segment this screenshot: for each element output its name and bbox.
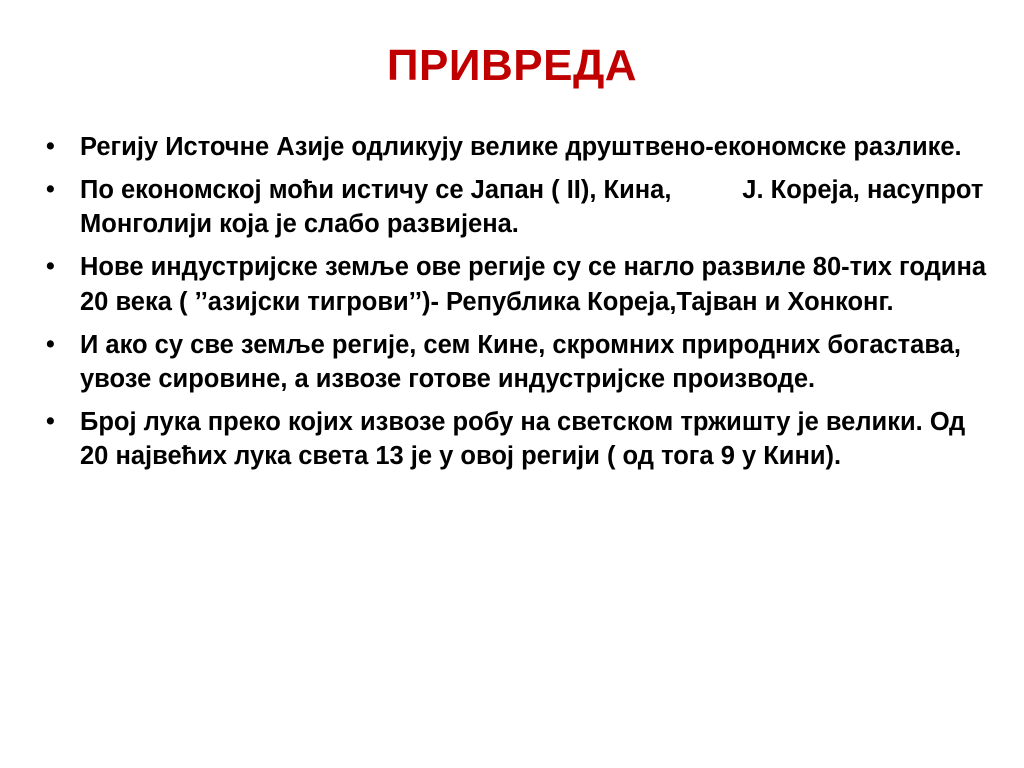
list-item: [32, 130, 992, 164]
bullet-point-icon: •: [46, 132, 55, 160]
list-item: [32, 173, 992, 241]
bullet-list: [32, 130, 992, 482]
list-item-text: По економској моћи истичу се Јапан ( II), Кина, Ј. Кореја, насупрот Монголији која је слабо развијена.: [80, 176, 991, 239]
list-item-text: Нове индустријске земље ове регије су се нагло развиле 80-тих година 20 века ( ’’азијски тигрови’’)- Република Кореја,Тајван и Хонконг.: [80, 253, 994, 316]
bullet-point-icon: •: [46, 175, 55, 204]
bullet-point-icon: •: [46, 329, 55, 358]
list-item-text: Регију Источне Азије одликују велике друштвено-економске разлике.: [80, 133, 962, 161]
list-item-text: Број лука преко којих извозе робу на светском тржишту је велики. Од 20 највећих лука света 13 је у овој регији ( од тога 9 у Кини).: [80, 408, 973, 471]
list-item: [32, 405, 992, 473]
bullet-point-icon: •: [46, 252, 55, 281]
list-item-text: И ако су све земље регије, сем Кине, скромних природних богастава, увозе сировине, а извозе готове индустријске производе.: [80, 330, 969, 393]
list-item: [32, 250, 992, 318]
page-title: ПРИВРЕДА: [386, 41, 638, 90]
bullet-point-icon: •: [46, 407, 55, 436]
list-item: [32, 328, 992, 396]
